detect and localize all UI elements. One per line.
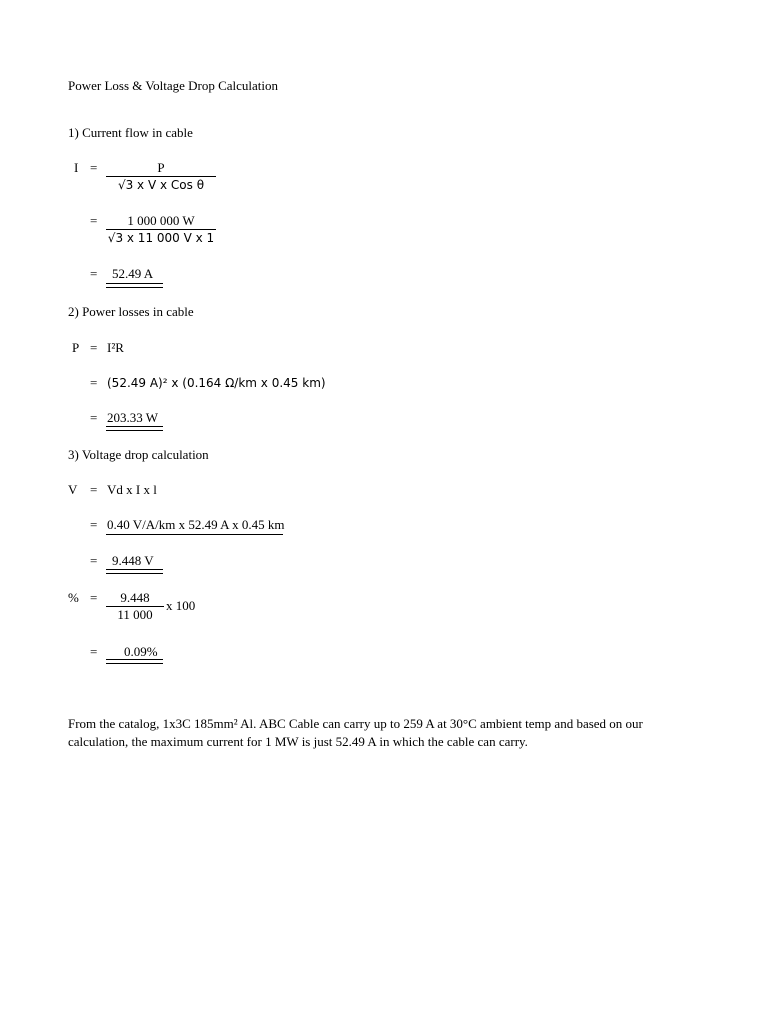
equals-sign: =: [90, 644, 98, 659]
power-loss-result: 203.33 W: [107, 410, 159, 425]
voltage-drop-formula: Vd x I x l: [107, 482, 157, 497]
current-symbol: I: [74, 160, 79, 175]
result-double-underline: [106, 569, 163, 574]
fraction-numerator: 9.448: [120, 590, 150, 605]
current-result: 52.49 A: [112, 266, 154, 281]
result-double-underline: [106, 659, 163, 664]
fraction-denominator: √3 x V x Cos θ: [117, 178, 205, 192]
voltage-drop-substitution: 0.40 V/A/km x 52.49 A x 0.45 km: [107, 517, 285, 532]
current-substitution-fraction: [106, 213, 216, 246]
current-formula-fraction: [106, 160, 216, 193]
fraction-denominator: 11 000: [117, 607, 153, 622]
conclusion-paragraph: From the catalog, 1x3C 185mm² Al. ABC Cable can carry up to 259 A at 30°C ambient temp and based on our calculation, the maximum current for 1 MW is just 52.49 A in which the cable can carry.: [68, 716, 643, 749]
section-3-heading: 3) Voltage drop calculation: [68, 447, 209, 462]
fraction-denominator: √3 x 11 000 V x 1: [107, 231, 215, 245]
equals-sign: =: [90, 375, 98, 390]
fraction-numerator: 1 000 000 W: [127, 213, 195, 228]
substitution-underline: [106, 534, 283, 535]
percent-multiplier: x 100: [166, 598, 196, 613]
section-1-heading: 1) Current flow in cable: [68, 125, 193, 140]
percent-fraction: [106, 590, 164, 623]
voltage-drop-result: 9.448 V: [112, 553, 154, 568]
power-symbol: P: [72, 340, 80, 355]
percent-symbol: %: [68, 590, 79, 605]
document-title: Power Loss & Voltage Drop Calculation: [68, 78, 279, 93]
result-double-underline: [106, 283, 163, 288]
equals-sign: =: [90, 517, 98, 532]
percent-result: 0.09%: [124, 644, 158, 659]
power-loss-substitution: (52.49 A)² x (0.164 Ω/km x 0.45 km): [107, 376, 326, 390]
equals-sign: =: [90, 590, 98, 605]
equals-sign: =: [90, 340, 98, 355]
result-double-underline: [106, 426, 163, 431]
equals-sign: =: [90, 266, 98, 281]
fraction-numerator: P: [157, 160, 165, 175]
section-2-heading: 2) Power losses in cable: [68, 304, 194, 319]
equals-sign: =: [90, 553, 98, 568]
equals-sign: =: [90, 410, 98, 425]
equals-sign: =: [90, 213, 98, 228]
equals-sign: =: [90, 160, 98, 175]
equals-sign: =: [90, 482, 98, 497]
power-loss-formula: I²R: [107, 340, 124, 355]
voltage-symbol: V: [68, 482, 78, 497]
